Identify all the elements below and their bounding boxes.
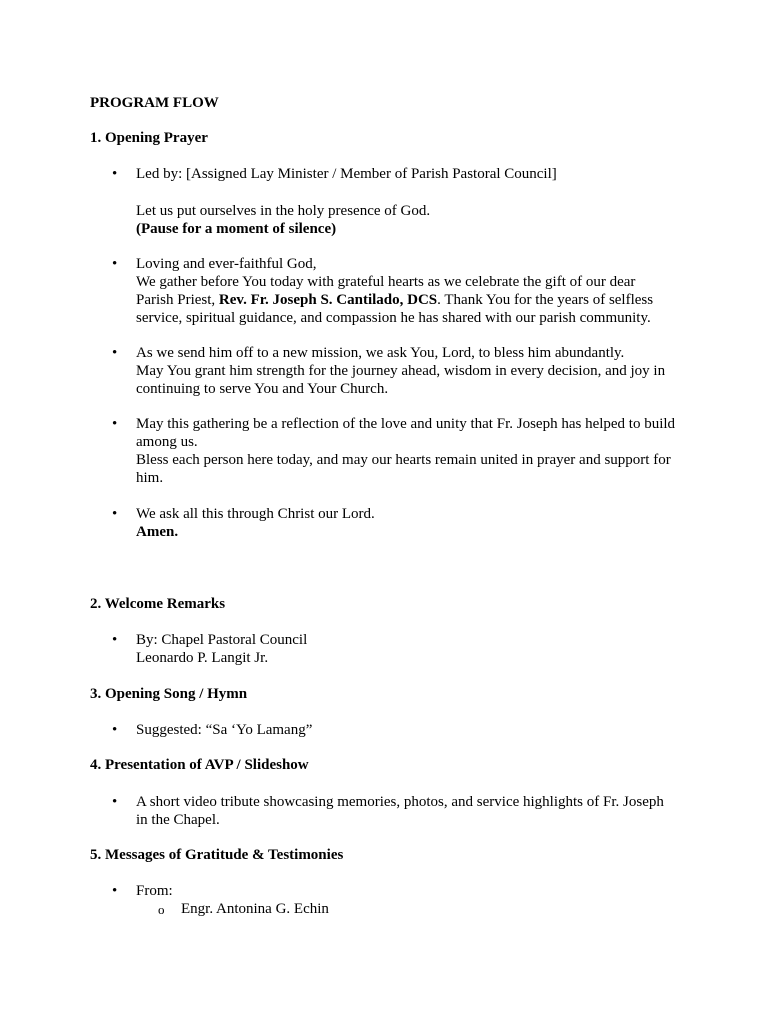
prayer-line: among us. [136, 434, 198, 450]
bullet-icon: • [112, 722, 118, 738]
prayer-line: We gather before You today with grateful hearts as we celebrate the gift of our dear [136, 274, 636, 290]
avp-line: A short video tribute showcasing memories, photos, and service highlights of Fr. Joseph [136, 794, 664, 810]
list-item-song [136, 721, 696, 739]
list-item-avp [136, 793, 696, 829]
section-heading-avp: 4. Presentation of AVP / Slideshow [90, 757, 309, 773]
invitation-block [136, 202, 696, 238]
document-title: PROGRAM FLOW [90, 95, 219, 111]
welcome-speaker-name: Leonardo P. Langit Jr. [136, 650, 269, 666]
speaker-name: Engr. Antonina G. Echin [181, 901, 329, 917]
prayer-line: him. [136, 470, 164, 486]
welcome-by-text: By: Chapel Pastoral Council [136, 632, 308, 648]
section-heading-messages: 5. Messages of Gratitude & Testimonies [90, 847, 344, 863]
avp-line: in the Chapel. [136, 812, 220, 828]
pause-text: (Pause for a moment of silence) [136, 221, 337, 237]
prayer-line: May You grant him strength for the journey ahead, wisdom in every decision, and joy in [136, 363, 666, 379]
list-item-welcome [136, 631, 696, 667]
bullet-icon: • [112, 632, 118, 648]
bullet-icon: • [112, 166, 118, 182]
prayer-line: May this gathering be a reflection of the love and unity that Fr. Joseph has helped to build [136, 416, 676, 432]
amen-text: Amen. [136, 524, 179, 540]
bullet-icon: • [112, 345, 118, 361]
prayer-line: service, spiritual guidance, and compassion he has shared with our parish community. [136, 310, 651, 326]
invitation-text: Let us put ourselves in the holy presence of God. [136, 203, 431, 219]
list-item-speaker [181, 900, 681, 918]
bullet-icon: • [112, 794, 118, 810]
prayer-line [136, 291, 696, 309]
list-item-led-by [136, 165, 696, 183]
section-heading-opening-song: 3. Opening Song / Hymn [90, 686, 248, 702]
prayer-line: Bless each person here today, and may our hearts remain united in prayer and support for [136, 452, 671, 468]
bullet-icon: • [112, 506, 118, 522]
list-item-prayer-1 [136, 255, 696, 327]
prayer-text: Parish Priest, [136, 292, 219, 308]
led-by-text: Led by: [Assigned Lay Minister / Member of Parish Pastoral Council] [136, 166, 557, 182]
bullet-icon: • [112, 416, 118, 432]
list-item-prayer-4 [136, 505, 696, 541]
section-heading-opening-prayer: 1. Opening Prayer [90, 130, 208, 146]
bullet-icon: • [112, 256, 118, 272]
list-item-from [136, 882, 696, 900]
priest-name: Rev. Fr. Joseph S. Cantilado, DCS [218, 292, 438, 308]
prayer-line: We ask all this through Christ our Lord. [136, 506, 375, 522]
prayer-line: continuing to serve You and Your Church. [136, 381, 389, 397]
section-heading-welcome-remarks: 2. Welcome Remarks [90, 596, 226, 612]
bullet-icon: • [112, 883, 118, 899]
sub-bullet-icon: o [158, 902, 165, 917]
list-item-prayer-3 [136, 415, 696, 487]
prayer-text: . Thank You for the years of selfless [437, 292, 654, 308]
from-text: From: [136, 883, 173, 899]
prayer-line: As we send him off to a new mission, we ask You, Lord, to bless him abundantly. [136, 345, 625, 361]
list-item-prayer-2 [136, 344, 696, 398]
prayer-line: Loving and ever-faithful God, [136, 256, 317, 272]
suggested-song-text: Suggested: “Sa ‘Yo Lamang” [136, 722, 313, 738]
